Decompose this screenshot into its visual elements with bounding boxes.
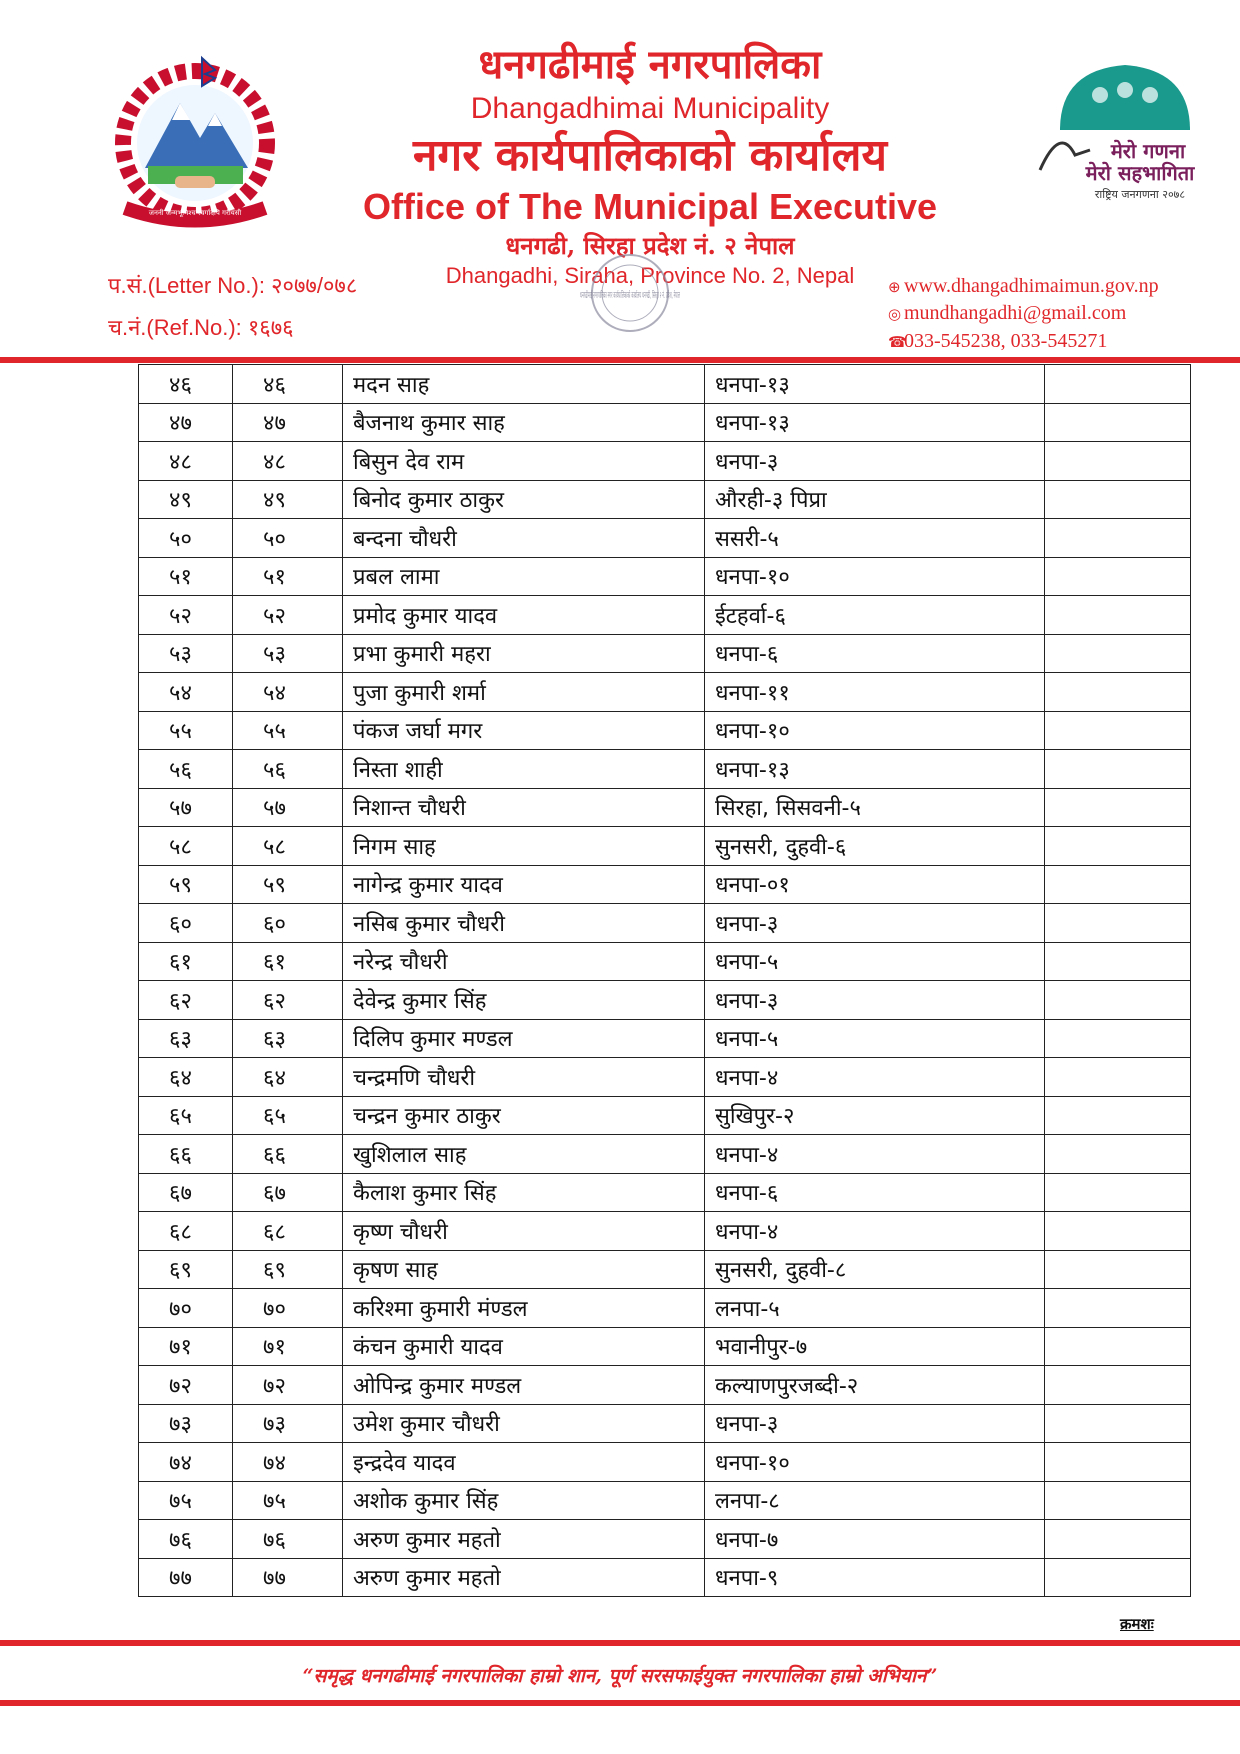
remarks-cell (1045, 981, 1191, 1020)
footer-divider-top (0, 1640, 1240, 1646)
serial-number-cell: ५२ (139, 596, 233, 635)
website-line (888, 275, 1159, 298)
roll-number-cell: ७० (233, 1289, 343, 1328)
serial-number-cell: ६४ (139, 1058, 233, 1097)
candidate-name-cell: नरेन्द्र चौधरी (343, 942, 705, 981)
candidate-table (138, 364, 1191, 1597)
candidate-name-cell: कृष्ण चौधरी (343, 1212, 705, 1251)
remarks-cell (1045, 1173, 1191, 1212)
serial-number-cell: ७७ (139, 1558, 233, 1597)
table-row (139, 1366, 1191, 1405)
office-name-en: Office of The Municipal Executive (362, 186, 938, 227)
serial-number-cell: ६६ (139, 1135, 233, 1174)
address-cell: धनपा-४ (705, 1212, 1045, 1251)
serial-number-cell: ६७ (139, 1173, 233, 1212)
serial-number-cell: ४७ (139, 403, 233, 442)
address-cell: ससरी-५ (705, 519, 1045, 558)
candidate-name-cell: बन्दना चौधरी (343, 519, 705, 558)
roll-number-cell: ५८ (233, 827, 343, 866)
table-row (139, 1173, 1191, 1212)
serial-number-cell: ४८ (139, 442, 233, 481)
address-cell: सुखिपुर-२ (705, 1096, 1045, 1135)
address-cell: धनपा-९ (705, 1558, 1045, 1597)
roll-number-cell: ५१ (233, 557, 343, 596)
roll-number-cell: ७४ (233, 1443, 343, 1482)
address-cell: धनपा-१३ (705, 750, 1045, 789)
address-cell: धनपा-६ (705, 1173, 1045, 1212)
candidate-name-cell: कैलाश कुमार सिंह (343, 1173, 705, 1212)
table-row (139, 519, 1191, 558)
candidate-name-cell: निस्ता शाही (343, 750, 705, 789)
roll-number-cell: ६८ (233, 1212, 343, 1251)
phone-numbers: 033-545238, 033-545271 (904, 330, 1108, 352)
address-cell: ईटहर्वा-६ (705, 596, 1045, 635)
address-cell: धनपा-०१ (705, 865, 1045, 904)
roll-number-cell: ७२ (233, 1366, 343, 1405)
address-cell: धनपा-४ (705, 1058, 1045, 1097)
address-cell: धनपा-५ (705, 942, 1045, 981)
table-row (139, 788, 1191, 827)
table-row (139, 981, 1191, 1020)
footer-divider-bottom (0, 1700, 1240, 1706)
roll-number-cell: ६५ (233, 1096, 343, 1135)
letter-number: प.सं.(Letter No.): २०७७/०७८ (108, 273, 358, 298)
remarks-cell (1045, 1481, 1191, 1520)
serial-number-cell: ५९ (139, 865, 233, 904)
census-slogan-2: मेरो सहभागिता (1085, 161, 1195, 185)
roll-number-cell: ५० (233, 519, 343, 558)
table-row (139, 480, 1191, 519)
table-row (139, 634, 1191, 673)
serial-number-cell: ६५ (139, 1096, 233, 1135)
serial-number-cell: ५८ (139, 827, 233, 866)
roll-number-cell: ६३ (233, 1019, 343, 1058)
address-cell: धनपा-१० (705, 1443, 1045, 1482)
roll-number-cell: ६६ (233, 1135, 343, 1174)
candidate-name-cell: नागेन्द्र कुमार यादव (343, 865, 705, 904)
serial-number-cell: ७३ (139, 1404, 233, 1443)
address-cell: धनपा-११ (705, 673, 1045, 712)
website-link[interactable]: www.dhangadhimaimun.gov.np (904, 275, 1159, 297)
roll-number-cell: ७१ (233, 1327, 343, 1366)
remarks-cell (1045, 1327, 1191, 1366)
remarks-cell (1045, 865, 1191, 904)
candidate-name-cell: कंचन कुमारी यादव (343, 1327, 705, 1366)
address-cell: लनपा-५ (705, 1289, 1045, 1328)
remarks-cell (1045, 1520, 1191, 1559)
candidate-name-cell: उमेश कुमार चौधरी (343, 1404, 705, 1443)
serial-number-cell: ५१ (139, 557, 233, 596)
candidate-name-cell: चन्द्रन कुमार ठाकुर (343, 1096, 705, 1135)
remarks-cell (1045, 519, 1191, 558)
census-logo-icon (1030, 55, 1205, 210)
table-body (139, 365, 1191, 1597)
roll-number-cell: ५९ (233, 865, 343, 904)
serial-number-cell: ६९ (139, 1250, 233, 1289)
remarks-cell (1045, 1019, 1191, 1058)
email-link[interactable]: mundhangadhi@gmail.com (904, 302, 1127, 324)
candidate-name-cell: पंकज जर्घा मगर (343, 711, 705, 750)
candidate-name-cell: चन्द्रमणि चौधरी (343, 1058, 705, 1097)
roll-number-cell: ५२ (233, 596, 343, 635)
table-row (139, 827, 1191, 866)
remarks-cell (1045, 1443, 1191, 1482)
table-row (139, 596, 1191, 635)
candidate-name-cell: अशोक कुमार सिंह (343, 1481, 705, 1520)
serial-number-cell: ४९ (139, 480, 233, 519)
roll-number-cell: ६७ (233, 1173, 343, 1212)
remarks-cell (1045, 904, 1191, 943)
footer-slogan: “समृद्ध धनगढीमाई नगरपालिका हाम्रो शान, पूर्ण सरसफाईयुक्त नगरपालिका हाम्रो अभियान” (302, 1665, 938, 1687)
roll-number-cell: ४९ (233, 480, 343, 519)
table-row (139, 1481, 1191, 1520)
serial-number-cell: ४६ (139, 365, 233, 404)
address-cell: धनपा-३ (705, 904, 1045, 943)
candidate-name-cell: पुजा कुमारी शर्मा (343, 673, 705, 712)
table-row (139, 904, 1191, 943)
remarks-cell (1045, 1404, 1191, 1443)
address-cell: भवानीपुर-७ (705, 1327, 1045, 1366)
table-row (139, 1212, 1191, 1251)
roll-number-cell: ५७ (233, 788, 343, 827)
table-row (139, 1058, 1191, 1097)
table-row (139, 1250, 1191, 1289)
remarks-cell (1045, 442, 1191, 481)
table-row (139, 1019, 1191, 1058)
candidate-name-cell: निशान्त चौधरी (343, 788, 705, 827)
remarks-cell (1045, 403, 1191, 442)
address-np: धनगढी, सिरहा प्रदेश नं. २ नेपाल (505, 231, 795, 260)
roll-number-cell: ७७ (233, 1558, 343, 1597)
globe-icon: ⊕ (888, 280, 901, 296)
roll-number-cell: ६९ (233, 1250, 343, 1289)
table-row (139, 1443, 1191, 1482)
table-row (139, 1404, 1191, 1443)
address-cell: धनपा-१३ (705, 365, 1045, 404)
remarks-cell (1045, 827, 1191, 866)
table-row (139, 750, 1191, 789)
stamp-text: धनगढीमाई नगरपालिका नगर कार्यपालिकाको कार्यालय धनगढी, सिरहा २ नं. प्रदेश, नेपाल (580, 291, 869, 301)
remarks-cell (1045, 634, 1191, 673)
serial-number-cell: ५४ (139, 673, 233, 712)
serial-number-cell: ५५ (139, 711, 233, 750)
email-icon: ◎ (888, 307, 902, 323)
header-divider (0, 357, 1240, 363)
candidate-name-cell: कृषण साह (343, 1250, 705, 1289)
serial-number-cell: ६१ (139, 942, 233, 981)
remarks-cell (1045, 480, 1191, 519)
address-cell: धनपा-१० (705, 711, 1045, 750)
address-cell: धनपा-६ (705, 634, 1045, 673)
roll-number-cell: ६० (233, 904, 343, 943)
roll-number-cell: ४७ (233, 403, 343, 442)
remarks-cell (1045, 365, 1191, 404)
serial-number-cell: ५३ (139, 634, 233, 673)
candidate-name-cell: बिसुन देव राम (343, 442, 705, 481)
serial-number-cell: ७० (139, 1289, 233, 1328)
address-cell: धनपा-७ (705, 1520, 1045, 1559)
municipality-name-np: धनगढीमाई नगरपालिका (478, 41, 822, 88)
remarks-cell (1045, 557, 1191, 596)
roll-number-cell: ५६ (233, 750, 343, 789)
table-row (139, 711, 1191, 750)
serial-number-cell: ६३ (139, 1019, 233, 1058)
address-cell: धनपा-१० (705, 557, 1045, 596)
roll-number-cell: ७६ (233, 1520, 343, 1559)
address-cell: औरही-३ पिप्रा (705, 480, 1045, 519)
serial-number-cell: ५६ (139, 750, 233, 789)
candidate-name-cell: बैजनाथ कुमार साह (343, 403, 705, 442)
serial-number-cell: ५७ (139, 788, 233, 827)
serial-number-cell: ६८ (139, 1212, 233, 1251)
table-row (139, 673, 1191, 712)
roll-number-cell: ६२ (233, 981, 343, 1020)
remarks-cell (1045, 673, 1191, 712)
roll-number-cell: ७५ (233, 1481, 343, 1520)
ref-number: च.नं.(Ref.No.): १६७६ (108, 315, 294, 340)
phone-line (888, 330, 1107, 353)
continued-label: क्रमशः (1120, 1615, 1154, 1633)
candidate-name-cell: देवेन्द्र कुमार सिंह (343, 981, 705, 1020)
table-row (139, 1135, 1191, 1174)
serial-number-cell: ७४ (139, 1443, 233, 1482)
candidate-name-cell: दिलिप कुमार मण्डल (343, 1019, 705, 1058)
remarks-cell (1045, 711, 1191, 750)
serial-number-cell: ६२ (139, 981, 233, 1020)
candidate-name-cell: निगम साह (343, 827, 705, 866)
serial-number-cell: ७२ (139, 1366, 233, 1405)
candidate-name-cell: खुशिलाल साह (343, 1135, 705, 1174)
roll-number-cell: ४८ (233, 442, 343, 481)
roll-number-cell: ५४ (233, 673, 343, 712)
table-row (139, 942, 1191, 981)
table-row (139, 1520, 1191, 1559)
emblem-motto: जननी जन्मभूमिश्च स्वर्गादपि गरीयसी (148, 209, 242, 217)
remarks-cell (1045, 1366, 1191, 1405)
candidate-name-cell: ओपिन्द्र कुमार मण्डल (343, 1366, 705, 1405)
address-cell: धनपा-१३ (705, 403, 1045, 442)
table-row (139, 1289, 1191, 1328)
candidate-name-cell: प्रभा कुमारी महरा (343, 634, 705, 673)
roll-number-cell: ७३ (233, 1404, 343, 1443)
remarks-cell (1045, 788, 1191, 827)
address-cell: लनपा-८ (705, 1481, 1045, 1520)
municipality-name-en: Dhangadhimai Municipality (470, 92, 830, 125)
nepal-emblem-icon (100, 58, 290, 228)
roll-number-cell: ५५ (233, 711, 343, 750)
table-row (139, 403, 1191, 442)
address-cell: धनपा-४ (705, 1135, 1045, 1174)
address-cell: सुनसरी, दुहवी-८ (705, 1250, 1045, 1289)
roll-number-cell: ४६ (233, 365, 343, 404)
table-row (139, 365, 1191, 404)
email-line (888, 302, 1126, 325)
remarks-cell (1045, 1289, 1191, 1328)
address-cell: धनपा-३ (705, 1404, 1045, 1443)
remarks-cell (1045, 750, 1191, 789)
phone-icon: ☎ (888, 335, 907, 351)
candidate-name-cell: अरुण कुमार महतो (343, 1558, 705, 1597)
candidate-name-cell: मदन साह (343, 365, 705, 404)
serial-number-cell: ७५ (139, 1481, 233, 1520)
remarks-cell (1045, 596, 1191, 635)
roll-number-cell: ५३ (233, 634, 343, 673)
address-cell: धनपा-५ (705, 1019, 1045, 1058)
address-en: Dhangadhi, Siraha, Province No. 2, Nepal (445, 263, 855, 288)
candidate-name-cell: करिश्मा कुमारी मंण्डल (343, 1289, 705, 1328)
census-slogan-1: मेरो गणना (1110, 139, 1186, 163)
roll-number-cell: ६१ (233, 942, 343, 981)
address-cell: कल्याणपुरजब्दी-२ (705, 1366, 1045, 1405)
table-row (139, 557, 1191, 596)
remarks-cell (1045, 942, 1191, 981)
address-cell: धनपा-३ (705, 442, 1045, 481)
candidate-name-cell: प्रबल लामा (343, 557, 705, 596)
remarks-cell (1045, 1058, 1191, 1097)
table-row (139, 865, 1191, 904)
candidate-name-cell: अरुण कुमार महतो (343, 1520, 705, 1559)
table-row (139, 1558, 1191, 1597)
remarks-cell (1045, 1212, 1191, 1251)
census-label: राष्ट्रिय जनगणना २०७८ (1094, 188, 1186, 201)
serial-number-cell: ६० (139, 904, 233, 943)
serial-number-cell: ७१ (139, 1327, 233, 1366)
candidate-name-cell: इन्द्रदेव यादव (343, 1443, 705, 1482)
table-row (139, 1096, 1191, 1135)
remarks-cell (1045, 1096, 1191, 1135)
roll-number-cell: ६४ (233, 1058, 343, 1097)
remarks-cell (1045, 1558, 1191, 1597)
serial-number-cell: ७६ (139, 1520, 233, 1559)
candidate-name-cell: प्रमोद कुमार यादव (343, 596, 705, 635)
office-name-np: नगर कार्यपालिकाको कार्यालय (413, 130, 887, 181)
address-cell: धनपा-३ (705, 981, 1045, 1020)
table-row (139, 1327, 1191, 1366)
table-row (139, 442, 1191, 481)
remarks-cell (1045, 1250, 1191, 1289)
address-cell: सुनसरी, दुहवी-६ (705, 827, 1045, 866)
candidate-name-cell: बिनोद कुमार ठाकुर (343, 480, 705, 519)
letterhead (0, 0, 1240, 370)
candidate-name-cell: नसिब कुमार चौधरी (343, 904, 705, 943)
remarks-cell (1045, 1135, 1191, 1174)
serial-number-cell: ५० (139, 519, 233, 558)
address-cell: सिरहा, सिसवनी-५ (705, 788, 1045, 827)
